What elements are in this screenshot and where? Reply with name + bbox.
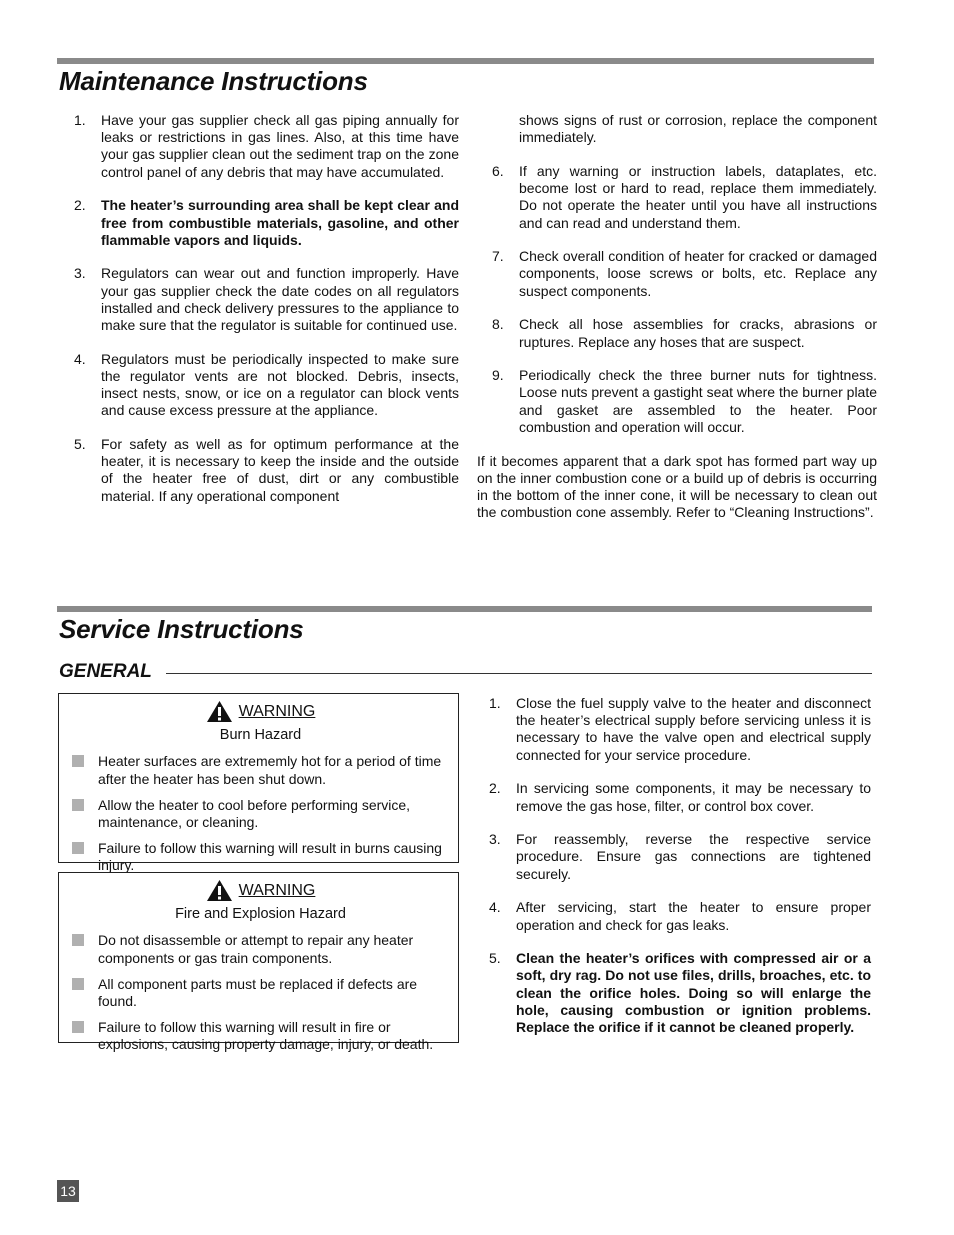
service-item-2 — [474, 780, 871, 814]
square-bullet-icon — [72, 842, 84, 854]
maintenance-item-4 — [59, 351, 459, 420]
service-item-1 — [474, 695, 871, 764]
maintenance-item-3 — [59, 265, 459, 334]
warning-triangle-icon — [206, 700, 233, 723]
warning-bullet-item — [69, 932, 452, 966]
square-bullet-icon — [72, 978, 84, 990]
item-text: Regulators must be periodically inspected to make sure the regulator vents are not blocked. Debris, insects, insect nests, snow, or ice on a regulator can block vents and cause excess pressure at the appliance. — [101, 350, 459, 419]
warning-bullet-item — [69, 840, 452, 874]
item-text: Clean the heater’s orifices with compressed air or a soft, dry rag. Do not use files, drills, broaches, etc. to clean the orifice holes. Doing so will enlarge the hole, causing combustion or ignition problems. Replace the orifice if it cannot be cleaned properly. — [516, 950, 871, 1036]
item-text: Have your gas supplier check all gas piping annually for leaks or restrictions in gas lines. Also, at this time have your gas supplier clean out the sediment trap on the zone control panel of any debris that may have accumulated. — [101, 112, 459, 180]
item-number: 5. — [74, 436, 86, 453]
maintenance-item-5 — [59, 436, 459, 505]
maintenance-item-6 — [477, 163, 877, 232]
square-bullet-icon — [72, 799, 84, 811]
warning-triangle-icon — [206, 879, 233, 902]
warning-hazard-title: Burn Hazard — [219, 727, 302, 744]
item-text: In servicing some components, it may be necessary to remove the gas hose, filter, or control box cover. — [516, 780, 871, 814]
item-text: The heater’s surrounding area shall be kept clear and free from combustible materials, gasoline, and other flammable vapors and liquids. — [101, 197, 459, 248]
warning-box-burn-hazard — [58, 693, 459, 874]
item-text: Check overall condition of heater for cracked or damaged components, loose screws or bolts, etc. Replace any suspect components. — [519, 248, 877, 299]
item-number: 1. — [489, 695, 501, 711]
item-text: Periodically check the three burner nuts for tightness. Loose nuts prevent a gastight seat where the burner plate and gasket are assembled to the heater. Poor combustion and operation will occur. — [519, 367, 878, 435]
item-number: 3. — [489, 831, 501, 848]
page-number: 13 — [57, 1180, 79, 1202]
general-subtitle-rule — [166, 673, 872, 674]
warning-bullet-text: Heater surfaces are extrememly hot for a period of time after the heater has been shut down. — [98, 753, 442, 787]
maintenance-left-column — [59, 112, 459, 521]
warning-label-text: WARNING — [238, 881, 316, 899]
item-number: 4. — [74, 350, 86, 367]
item-number: 3. — [74, 265, 86, 282]
maintenance-header-bar — [57, 58, 874, 64]
item-text: For safety as well as for optimum performance at the heater, it is necessary to keep the inside and the outside of the heater free of dust, dirt or any combustible material. If any operational component — [101, 436, 459, 504]
maintenance-item-5-continued — [477, 112, 877, 146]
item-number: 2. — [489, 780, 501, 797]
item-number: 4. — [489, 899, 501, 916]
item-text: After servicing, start the heater to ensure proper operation and check for gas leaks. — [516, 899, 871, 933]
maintenance-item-7 — [477, 248, 877, 300]
maintenance-item-8 — [477, 316, 877, 350]
item-text: shows signs of rust or corrosion, replace the component immediately. — [519, 112, 877, 146]
item-text: Check all hose assemblies for cracks, abrasions or ruptures. Replace any hoses that are suspect. — [519, 316, 877, 350]
item-number: 9. — [492, 367, 504, 384]
maintenance-title: Maintenance Instructions — [59, 66, 368, 96]
service-right-column — [474, 695, 871, 1053]
service-title: Service Instructions — [59, 614, 304, 644]
maintenance-item-9 — [477, 367, 877, 436]
warning-label — [206, 879, 316, 902]
warning-bullet-text: Do not disassemble or attempt to repair any heater components or gas train components. — [98, 932, 414, 966]
service-header-bar — [57, 606, 872, 612]
service-item-5 — [474, 950, 871, 1036]
warning-bullet-text: All component parts must be replaced if defects are found. — [98, 975, 418, 1010]
warning-box-fire-explosion-hazard — [58, 872, 459, 1053]
square-bullet-icon — [72, 934, 84, 946]
item-number: 8. — [492, 316, 504, 333]
item-number: 1. — [74, 112, 86, 128]
warning-bullet-text: Failure to follow this warning will result in burns causing injury. — [98, 840, 442, 874]
maintenance-item-2 — [59, 197, 459, 249]
item-text: Close the fuel supply valve to the heater and disconnect the heater’s electrical supply before servicing unless it is necessary to have the valve open and electrical supply connected for your service procedure. — [516, 695, 871, 763]
maintenance-item-1 — [59, 112, 459, 181]
warning-bullet-item — [69, 1019, 452, 1053]
maintenance-right-column — [477, 112, 877, 521]
warning-bullet-item — [69, 797, 452, 831]
item-number: 2. — [74, 197, 86, 214]
item-text: For reassembly, reverse the respective service procedure. Ensure gas connections are tightened securely. — [516, 831, 871, 882]
maintenance-closing-paragraph: If it becomes apparent that a dark spot has formed part way up on the inner combustion cone or a build up of debris is occurring in the bottom of the inner cone, it will be necessary to clean out the combustion cone assembly. Refer to “Cleaning Instructions”. — [477, 452, 877, 521]
warning-hazard-title: Fire and Explosion Hazard — [175, 906, 346, 923]
item-number: 6. — [492, 162, 504, 179]
square-bullet-icon — [72, 1021, 84, 1033]
item-number: 5. — [489, 950, 501, 967]
warning-label — [206, 700, 316, 723]
service-item-3 — [474, 831, 871, 883]
warning-bullet-item — [69, 976, 452, 1010]
warning-bullet-text: Failure to follow this warning will result in fire or explosions, causing property damage, injury, or death. — [98, 1019, 434, 1053]
service-item-4 — [474, 899, 871, 933]
general-subtitle: GENERAL — [59, 661, 152, 682]
item-number: 7. — [492, 248, 504, 265]
square-bullet-icon — [72, 755, 84, 767]
warning-bullet-text: Allow the heater to cool before performing service, maintenance, or cleaning. — [98, 796, 411, 831]
warning-bullet-item — [69, 753, 452, 787]
warning-label-text: WARNING — [238, 702, 316, 720]
item-text: Regulators can wear out and function improperly. Have your gas supplier check the date codes on all regulators installed and check delivery pressures to the appliance to make sure that the regulator is suitable for continued use. — [101, 265, 459, 334]
item-text: If any warning or instruction labels, dataplates, etc. become lost or hard to read, replace them immediately. Do not operate the heater until you have all instructions and can read and understand them. — [519, 162, 877, 231]
